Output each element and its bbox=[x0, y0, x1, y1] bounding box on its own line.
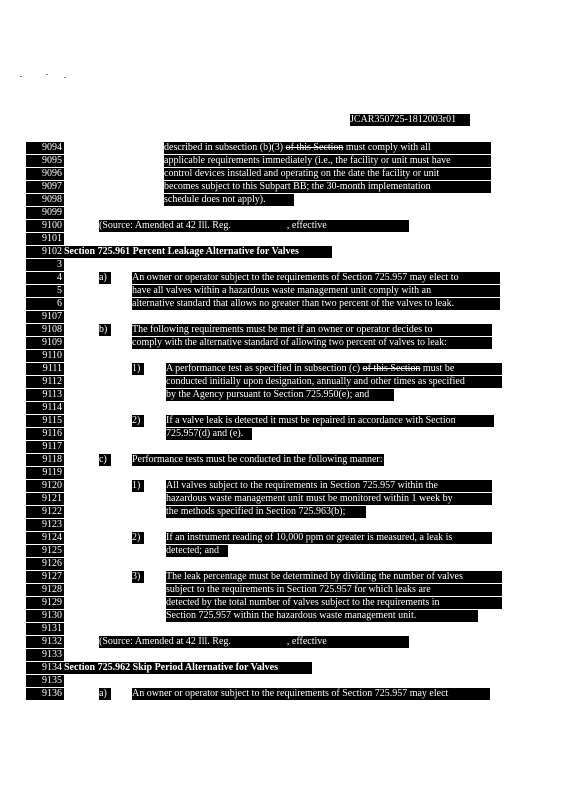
line-number: 9133 bbox=[26, 649, 64, 661]
line-number: 9108 bbox=[26, 324, 64, 336]
line-number: 9127 bbox=[26, 571, 64, 583]
line-number: 9097 bbox=[26, 181, 64, 193]
line-number: 9115 bbox=[26, 415, 64, 427]
subsection-label: c) bbox=[99, 454, 111, 466]
line-number: 9125 bbox=[26, 545, 64, 557]
text-line: becomes subject to this Subpart BB; the 30-month implementation bbox=[164, 181, 491, 193]
subsection-label: b) bbox=[99, 324, 111, 336]
text-line: The following requirements must be met if an owner or operator decides to bbox=[132, 324, 492, 336]
line-number: 9123 bbox=[26, 519, 64, 531]
line-number: 9135 bbox=[26, 675, 64, 687]
scan-speck bbox=[46, 74, 48, 75]
line-number: 9132 bbox=[26, 636, 64, 648]
text-line: 725.957(d) and (e). bbox=[166, 428, 252, 440]
text-line: Performance tests must be conducted in the following manner: bbox=[132, 454, 383, 465]
line-number: 9136 bbox=[26, 688, 64, 700]
text-line: alternative standard that allows no greater than two percent of the valves to leak. bbox=[132, 298, 500, 310]
line-number: 9124 bbox=[26, 532, 64, 544]
text-line: conducted initially upon designation, annually and other times as specified bbox=[166, 376, 502, 388]
line-number: 9121 bbox=[26, 493, 64, 505]
subsection-label: 2) bbox=[132, 532, 144, 544]
line-number: 6 bbox=[26, 298, 64, 310]
line-number: 9095 bbox=[26, 155, 64, 167]
line-number: 9109 bbox=[26, 337, 64, 349]
line-number: 9111 bbox=[26, 363, 64, 375]
source-note: (Source: Amended at 42 Ill. Reg. , effective ) bbox=[99, 636, 427, 647]
text-line: detected; and bbox=[166, 545, 228, 557]
text-line: If an instrument reading of 10,000 ppm or greater is measured, a leak is bbox=[166, 532, 492, 544]
line-number: 9117 bbox=[26, 441, 64, 453]
subsection-label: 2) bbox=[132, 415, 144, 427]
text-line: An owner or operator subject to the requirements of Section 725.957 may elect to bbox=[132, 272, 500, 284]
line-number: 9101 bbox=[26, 233, 64, 245]
line-number: 9120 bbox=[26, 480, 64, 492]
section-heading: Section 725.961 Percent Leakage Alternative for Valves bbox=[64, 246, 332, 258]
text-line: An owner or operator subject to the requirements of Section 725.957 may elect bbox=[132, 688, 490, 700]
subsection-label: a) bbox=[99, 272, 111, 284]
line-number: 9110 bbox=[26, 350, 64, 362]
line-number: 4 bbox=[26, 272, 64, 284]
text-line: A performance test as specified in subsection (c) of this Section must be bbox=[166, 363, 502, 375]
line-number: 9116 bbox=[26, 428, 64, 440]
subsection-label: 3) bbox=[132, 571, 144, 583]
text-line: If a valve leak is detected it must be repaired in accordance with Section bbox=[166, 415, 494, 427]
scan-speck bbox=[20, 76, 22, 77]
line-number: 9094 bbox=[26, 142, 64, 154]
line-number: 9134 bbox=[26, 662, 64, 674]
line-number: 9129 bbox=[26, 597, 64, 609]
line-number: 9128 bbox=[26, 584, 64, 596]
line-number: 5 bbox=[26, 285, 64, 297]
text-line: subject to the requirements in Section 725.957 for which leaks are bbox=[166, 584, 502, 596]
text-line: schedule does not apply). bbox=[164, 194, 294, 206]
subsection-label: 1) bbox=[132, 363, 144, 375]
line-number: 9112 bbox=[26, 376, 64, 388]
line-number: 9107 bbox=[26, 311, 64, 323]
text-line: described in subsection (b)(3) of this Section must comply with all bbox=[164, 142, 491, 154]
line-number: 9096 bbox=[26, 168, 64, 180]
header-code: JCAR350725-1812003r01 bbox=[350, 114, 470, 126]
subsection-label: a) bbox=[99, 688, 111, 700]
section-heading: Section 725.962 Skip Period Alternative for Valves bbox=[64, 662, 312, 674]
line-number: 9122 bbox=[26, 506, 64, 518]
subsection-label: 1) bbox=[132, 480, 144, 492]
scan-speck bbox=[64, 77, 66, 78]
line-number: 9118 bbox=[26, 454, 64, 466]
line-number: 9119 bbox=[26, 467, 64, 479]
text-line: comply with the alternative standard of allowing two percent of valves to leak: bbox=[132, 337, 492, 349]
text-line: detected by the total number of valves subject to the requirements in bbox=[166, 597, 502, 609]
line-number: 9114 bbox=[26, 402, 64, 414]
source-note: (Source: Amended at 42 Ill. Reg. , effective ) bbox=[99, 220, 427, 231]
text-line: have all valves within a hazardous waste management unit comply with an bbox=[132, 285, 500, 297]
text-line: The leak percentage must be determined by dividing the number of valves bbox=[166, 571, 502, 583]
text-line: Section 725.957 within the hazardous waste management unit. bbox=[166, 610, 478, 622]
line-number: 9099 bbox=[26, 207, 64, 219]
line-number: 9131 bbox=[26, 623, 64, 635]
text-line: hazardous waste management unit must be monitored within 1 week by bbox=[166, 493, 492, 505]
line-number: 9098 bbox=[26, 194, 64, 206]
line-number: 3 bbox=[26, 259, 64, 271]
text-line: All valves subject to the requirements in Section 725.957 within the bbox=[166, 480, 492, 492]
line-number: 9113 bbox=[26, 389, 64, 401]
line-number: 9102 bbox=[26, 246, 64, 258]
text-line: the methods specified in Section 725.963(b); bbox=[166, 506, 366, 518]
line-number: 9130 bbox=[26, 610, 64, 622]
line-number: 9126 bbox=[26, 558, 64, 570]
text-line: control devices installed and operating on the date the facility or unit bbox=[164, 168, 491, 180]
line-number: 9100 bbox=[26, 220, 64, 232]
text-line: applicable requirements immediately (i.e., the facility or unit must have bbox=[164, 155, 491, 167]
text-line: by the Agency pursuant to Section 725.950(e); and bbox=[166, 389, 394, 401]
